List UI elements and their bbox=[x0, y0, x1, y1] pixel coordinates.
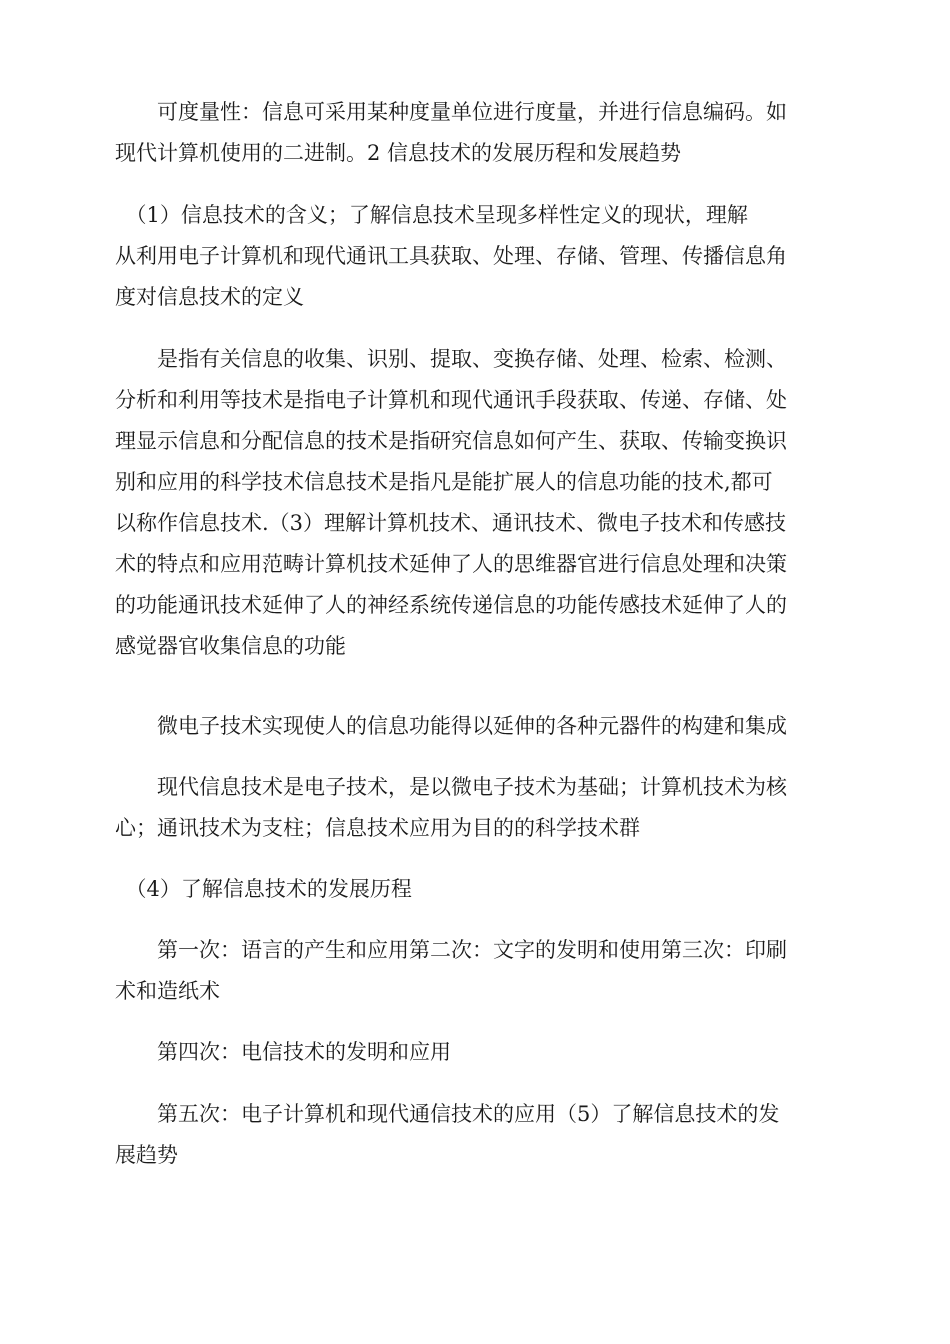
text-line: 第一次：语言的产生和应用第二次：文字的发明和使用第三次：印刷 bbox=[115, 938, 787, 962]
text-line: 现代计算机使用的二进制。2 信息技术的发展历程和发展趋势 bbox=[115, 141, 682, 165]
paragraph-modern-it bbox=[115, 767, 835, 849]
text-line: 微电子技术实现使人的信息功能得以延伸的各种元器件的构建和集成 bbox=[115, 714, 787, 738]
text-line: 别和应用的科学技术信息技术是指凡是能扩展人的信息功能的技术,都可 bbox=[115, 470, 773, 494]
text-line: 术的特点和应用范畴计算机技术延伸了人的思维器官进行信息处理和决策 bbox=[115, 552, 787, 576]
text-line: 展趋势 bbox=[115, 1143, 178, 1167]
text-line: 的功能通讯技术延伸了人的神经系统传递信息的功能传感技术延伸了人的 bbox=[115, 593, 787, 617]
paragraph-revolution-5 bbox=[115, 1094, 835, 1176]
text-line: 现代信息技术是电子技术，是以微电子技术为基础；计算机技术为核 bbox=[115, 775, 787, 799]
paragraph-it-technologies bbox=[115, 339, 835, 667]
paragraph-history-heading bbox=[115, 869, 835, 910]
text-line: （1）信息技术的含义；了解信息技术呈现多样性定义的现状，理解 bbox=[115, 203, 748, 227]
text-line: 第四次：电信技术的发明和应用 bbox=[115, 1040, 451, 1064]
paragraph-measurability bbox=[115, 92, 835, 174]
text-line: 度对信息技术的定义 bbox=[115, 285, 304, 309]
text-line: 以称作信息技术.（3）理解计算机技术、通讯技术、微电子技术和传感技 bbox=[115, 511, 787, 535]
text-line: 术和造纸术 bbox=[115, 979, 220, 1003]
paragraph-it-definition bbox=[115, 195, 835, 318]
paragraph-revolutions-1-3 bbox=[115, 930, 835, 1012]
text-line: 是指有关信息的收集、识别、提取、变换存储、处理、检索、检测、 bbox=[115, 347, 787, 371]
paragraph-revolution-4 bbox=[115, 1032, 835, 1073]
text-line: 分析和利用等技术是指电子计算机和现代通讯手段获取、传递、存储、处 bbox=[115, 388, 787, 412]
paragraph-microelectronics bbox=[115, 706, 835, 747]
text-line: 感觉器官收集信息的功能 bbox=[115, 634, 346, 658]
text-line: 可度量性：信息可采用某种度量单位进行度量，并进行信息编码。如 bbox=[115, 100, 787, 124]
text-line: 理显示信息和分配信息的技术是指研究信息如何产生、获取、传输变换识 bbox=[115, 429, 787, 453]
text-line: 心；通讯技术为支柱；信息技术应用为目的的科学技术群 bbox=[115, 816, 640, 840]
text-line: 第五次：电子计算机和现代通信技术的应用（5）了解信息技术的发 bbox=[115, 1102, 780, 1126]
text-line: 从利用电子计算机和现代通讯工具获取、处理、存储、管理、传播信息角 bbox=[115, 244, 787, 268]
text-line: （4）了解信息技术的发展历程 bbox=[115, 877, 412, 901]
